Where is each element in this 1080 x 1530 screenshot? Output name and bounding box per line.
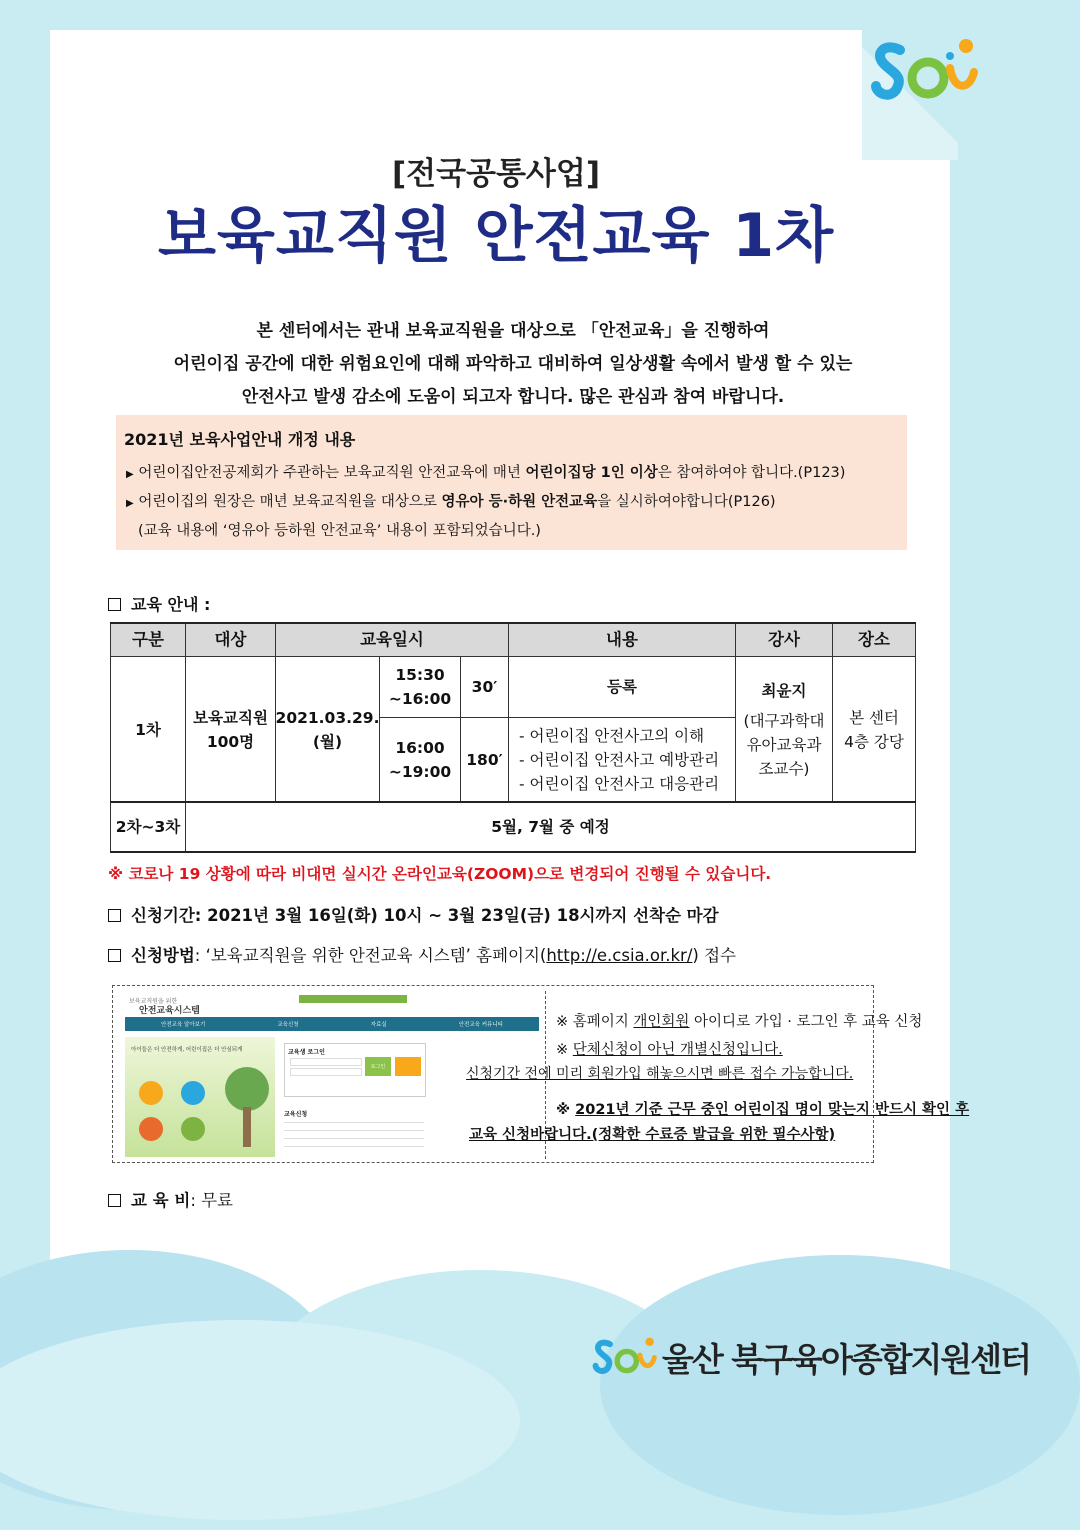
note-line: ※ 홈페이지 개인회원 아이디로 가입 · 로그인 후 교육 신청 — [556, 1014, 923, 1030]
notice-line: ▶ 어린이집의 원장은 매년 보육교직원을 대상으로 영유아 등·하원 안전교육을 실시하여야합니다(P126) — [126, 494, 776, 510]
page-title: 보육교직원 안전교육 1차 — [157, 201, 835, 271]
note-line: ※ 단체신청이 아닌 개별신청입니다. — [556, 1042, 783, 1058]
table-header: 구분 — [110, 623, 186, 657]
table-bottom-rule — [110, 851, 916, 853]
table-cell-plan: 5월, 7월 중 예정 — [185, 802, 916, 852]
apply-method: 신청방법: ‘보육교직원을 위한 안전교육 시스템’ 홈페이지(http://e.csia.or.kr/) 접수 — [108, 942, 736, 966]
intro-line: 본 센터에서는 관내 보육교직원을 대상으로 「안전교육」을 진행하여 — [256, 321, 770, 341]
table-top-rule — [110, 622, 916, 624]
site-title: 안전교육시스템 — [139, 1006, 200, 1016]
triangle-bullet-icon: ▶ — [126, 498, 134, 509]
homepage-link[interactable]: http://e.csia.or.kr/ — [546, 946, 693, 965]
tree-icon — [225, 1067, 269, 1111]
table-cell-target: 보육교직원 100명 — [185, 656, 276, 803]
site-subtitle: 보육교직원을 위한 — [129, 998, 178, 1005]
section-education-info: 교육 안내 : — [108, 592, 210, 615]
apply-period: 신청기간: 2021년 3월 16일(화) 10시 ~ 3월 23일(금) 18시까지 선착순 마감 — [108, 902, 719, 926]
footer-org-name: 울산 북구육아종합지원센터 — [662, 1340, 1031, 1379]
table-cell-duration: 180′ — [460, 717, 509, 803]
table-cell-time: 15:30 ~16:00 — [379, 656, 461, 718]
table-cell-content: 등록 — [508, 656, 736, 718]
site-nav: 안전교육 알아보기 교육신청 자료실 안전교육 커뮤니티 — [125, 1017, 539, 1031]
tree-trunk — [243, 1107, 251, 1147]
table-header: 강사 — [735, 623, 833, 657]
site-hero: 아이들은 더 안전하게, 어린이집은 더 안심되게 — [125, 1037, 275, 1157]
checkbox-square-icon — [108, 949, 121, 962]
hero-circle-icon — [139, 1081, 163, 1105]
note-line: 신청기간 전에 미리 회원가입 해놓으시면 빠른 접수 가능합니다. — [466, 1066, 854, 1082]
checkbox-square-icon — [108, 1194, 121, 1207]
table-cell-instructor: 최윤지 (대구과학대 유아교육과 조교수) — [735, 656, 833, 803]
footer-logo — [592, 1320, 1031, 1390]
hero-circle-icon — [139, 1117, 163, 1141]
center-logo-icon — [870, 32, 980, 104]
table-mid-rule — [110, 801, 916, 803]
site-login-panel: 교육생 로그인 로그인 — [284, 1043, 426, 1097]
table-header: 교육일시 — [275, 623, 509, 657]
hero-circle-icon — [181, 1081, 205, 1105]
hero-circle-icon — [181, 1117, 205, 1141]
checkbox-square-icon — [108, 598, 121, 611]
site-top-links — [299, 995, 407, 1003]
corona-notice: ※ 코로나 19 상황에 따라 비대면 실시간 온라인교육(ZOOM)으로 변경되어 진행될 수 있습니다. — [108, 865, 772, 883]
triangle-bullet-icon: ▶ — [126, 469, 134, 480]
signup-button[interactable] — [395, 1057, 421, 1076]
login-id-input[interactable] — [290, 1058, 362, 1066]
table-cell-date: 2021.03.29. (월) — [275, 656, 380, 803]
notice-line: ▶ 어린이집안전공제회가 주관하는 보육교직원 안전교육에 매년 어린이집당 1인 이상은 참여하여야 합니다.(P123) — [126, 465, 846, 481]
education-fee: 교 육 비: 무료 — [108, 1187, 233, 1211]
intro-text — [0, 315, 1026, 414]
intro-line: 안전사고 발생 감소에 도움이 되고자 합니다. 많은 관심과 참여 바랍니다. — [241, 387, 785, 407]
checkbox-square-icon — [108, 909, 121, 922]
note-line: ※ 2021년 기준 근무 중인 어린이집 명이 맞는지 반드시 확인 후 — [556, 1102, 970, 1118]
table-header: 대상 — [185, 623, 276, 657]
table-cell-round: 2차~3차 — [110, 802, 186, 852]
website-screenshot-box — [112, 985, 970, 1163]
center-logo-icon — [592, 1328, 658, 1382]
table-cell-time: 16:00 ~19:00 — [379, 717, 461, 803]
subtitle: [전국공통사업] — [391, 156, 600, 192]
intro-line: 어린이집 공간에 대한 위험요인에 대해 파악하고 대비하여 일상생활 속에서 발생 할 수 있는 — [173, 354, 853, 374]
site-apply-list: 교육신청 — [284, 1109, 424, 1155]
revision-notice-box — [116, 415, 907, 550]
table-header: 장소 — [832, 623, 916, 657]
table-cell-duration: 30′ — [460, 656, 509, 718]
login-pw-input[interactable] — [290, 1068, 362, 1076]
note-line: 교육 신청바랍니다.(정확한 수료증 발급을 위한 필수사항) — [469, 1127, 836, 1143]
table-cell-place: 본 센터 4층 강당 — [832, 656, 916, 803]
table-header: 내용 — [508, 623, 736, 657]
login-button[interactable]: 로그인 — [365, 1057, 391, 1076]
notice-line: (교육 내용에 ‘영유아 등하원 안전교육’ 내용이 포함되었습니다.) — [138, 523, 541, 539]
table-cell-content: - 어린이집 안전사고의 이해 - 어린이집 안전사고 예방관리 - 어린이집 안전사고 대응관리 — [508, 717, 736, 803]
notice-title: 2021년 보육사업안내 개정 내용 — [124, 430, 356, 449]
table-cell-round: 1차 — [110, 656, 186, 803]
